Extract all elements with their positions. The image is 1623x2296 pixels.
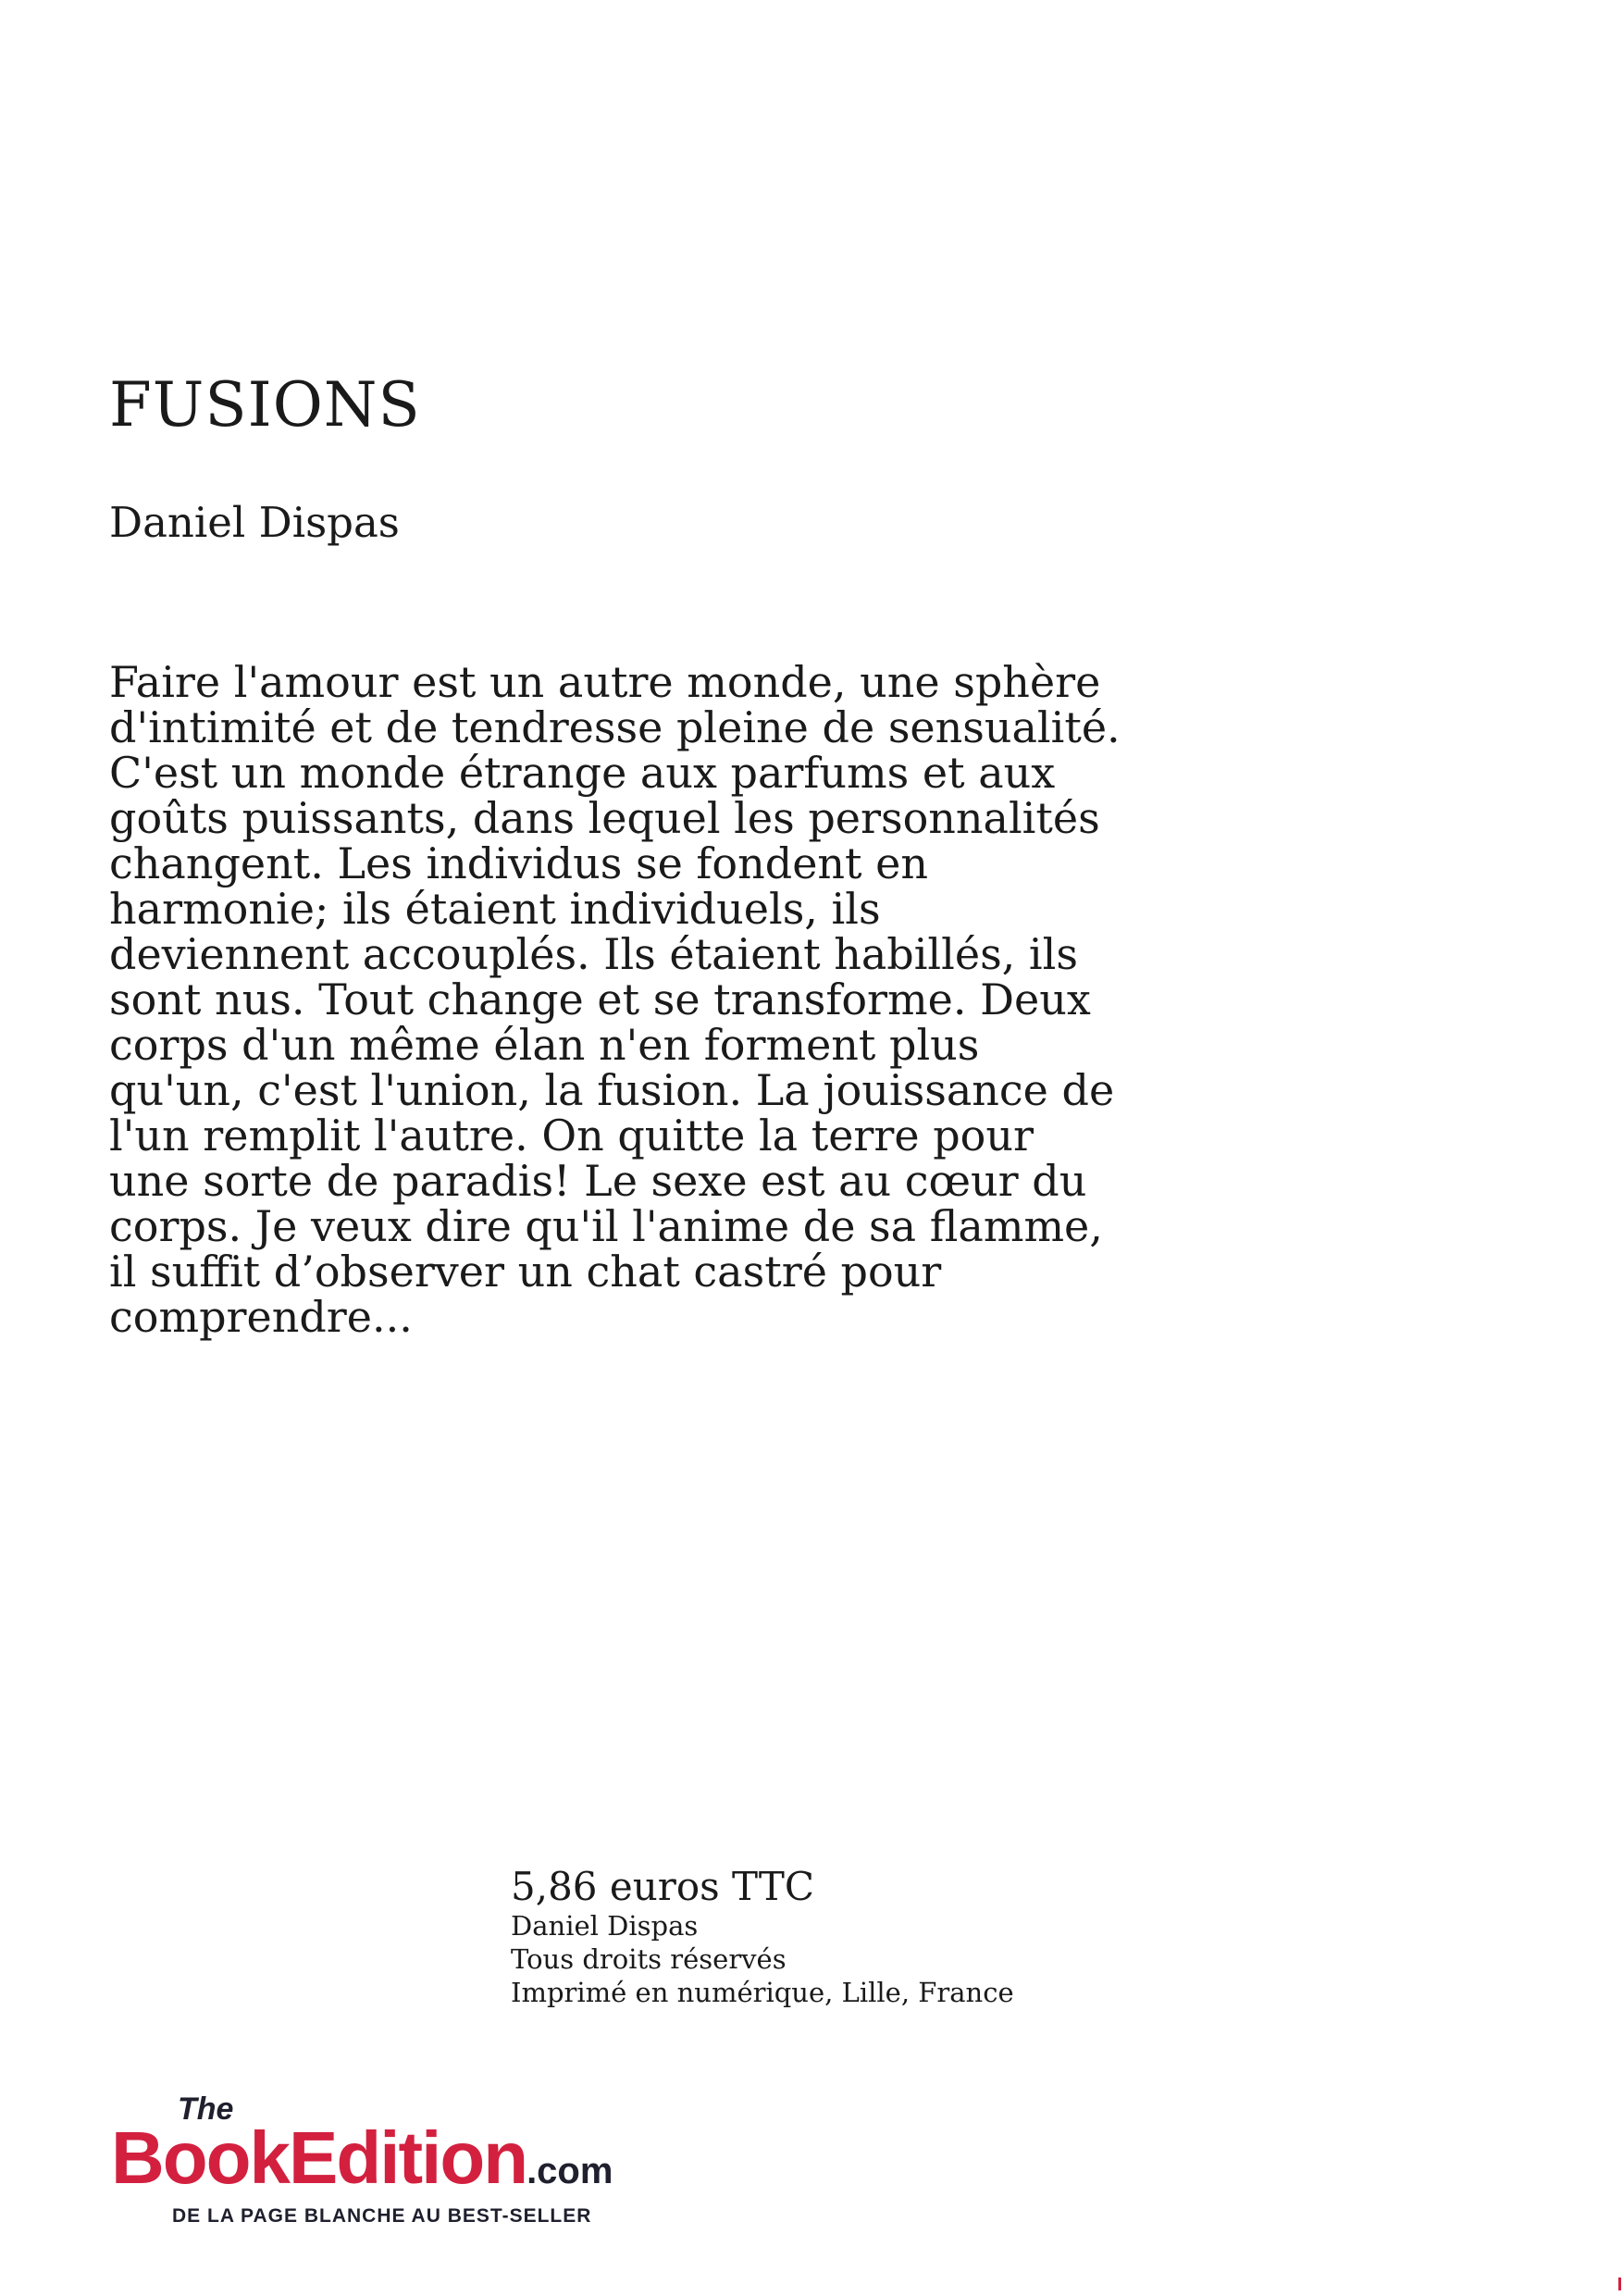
logo-tagline: DE LA PAGE BLANCHE AU BEST-SELLER xyxy=(172,2205,592,2227)
blurb-line: sont nus. Tout change et se transforme. Deux xyxy=(109,974,1091,1024)
corner-mark xyxy=(1618,2277,1621,2290)
logo-brand: BookEdition xyxy=(111,2116,527,2199)
logo-wordmark xyxy=(111,2116,613,2199)
blurb-line: d'intimité et de tendresse pleine de sensualité. xyxy=(109,702,1121,752)
logo-suffix: .com xyxy=(527,2151,613,2191)
book-title: FUSIONS xyxy=(109,369,421,441)
blurb-line: corps. Je veux dire qu'il l'anime de sa flamme, xyxy=(109,1201,1103,1251)
blurb-line: l'un remplit l'autre. On quitte la terre pour xyxy=(109,1111,1034,1160)
book-author: Daniel Dispas xyxy=(109,498,400,547)
blurb-line: changent. Les individus se fondent en xyxy=(109,838,929,888)
blurb-line: Faire l'amour est un autre monde, une sphère xyxy=(109,657,1101,707)
logo-the: The xyxy=(178,2091,234,2127)
imprint-block xyxy=(511,1865,1014,2009)
publisher-logo xyxy=(111,2093,666,2251)
blurb-line: il suffit d’observer un chat castré pour xyxy=(109,1247,942,1297)
rights-notice: Tous droits réservés xyxy=(511,1943,787,1975)
imprint-author: Daniel Dispas xyxy=(511,1910,699,1942)
blurb-line: deviennent accouplés. Ils étaient habillés, ils xyxy=(109,929,1078,979)
blurb-line: corps d'un même élan n'en forment plus xyxy=(109,1020,980,1070)
blurb-line: comprendre... xyxy=(109,1292,413,1342)
book-blurb xyxy=(109,657,1220,1342)
blurb-line: harmonie; ils étaient individuels, ils xyxy=(109,884,881,934)
blurb-line: C'est un monde étrange aux parfums et aux xyxy=(109,748,1056,798)
blurb-line: goûts puissants, dans lequel les personnalités xyxy=(109,793,1100,843)
blurb-line: qu'un, c'est l'union, la fusion. La jouissance de xyxy=(109,1065,1115,1115)
price-label: 5,86 euros TTC xyxy=(511,1864,814,1909)
printing-notice: Imprimé en numérique, Lille, France xyxy=(511,1977,1014,2008)
blurb-line: une sorte de paradis! Le sexe est au cœur du xyxy=(109,1156,1087,1206)
